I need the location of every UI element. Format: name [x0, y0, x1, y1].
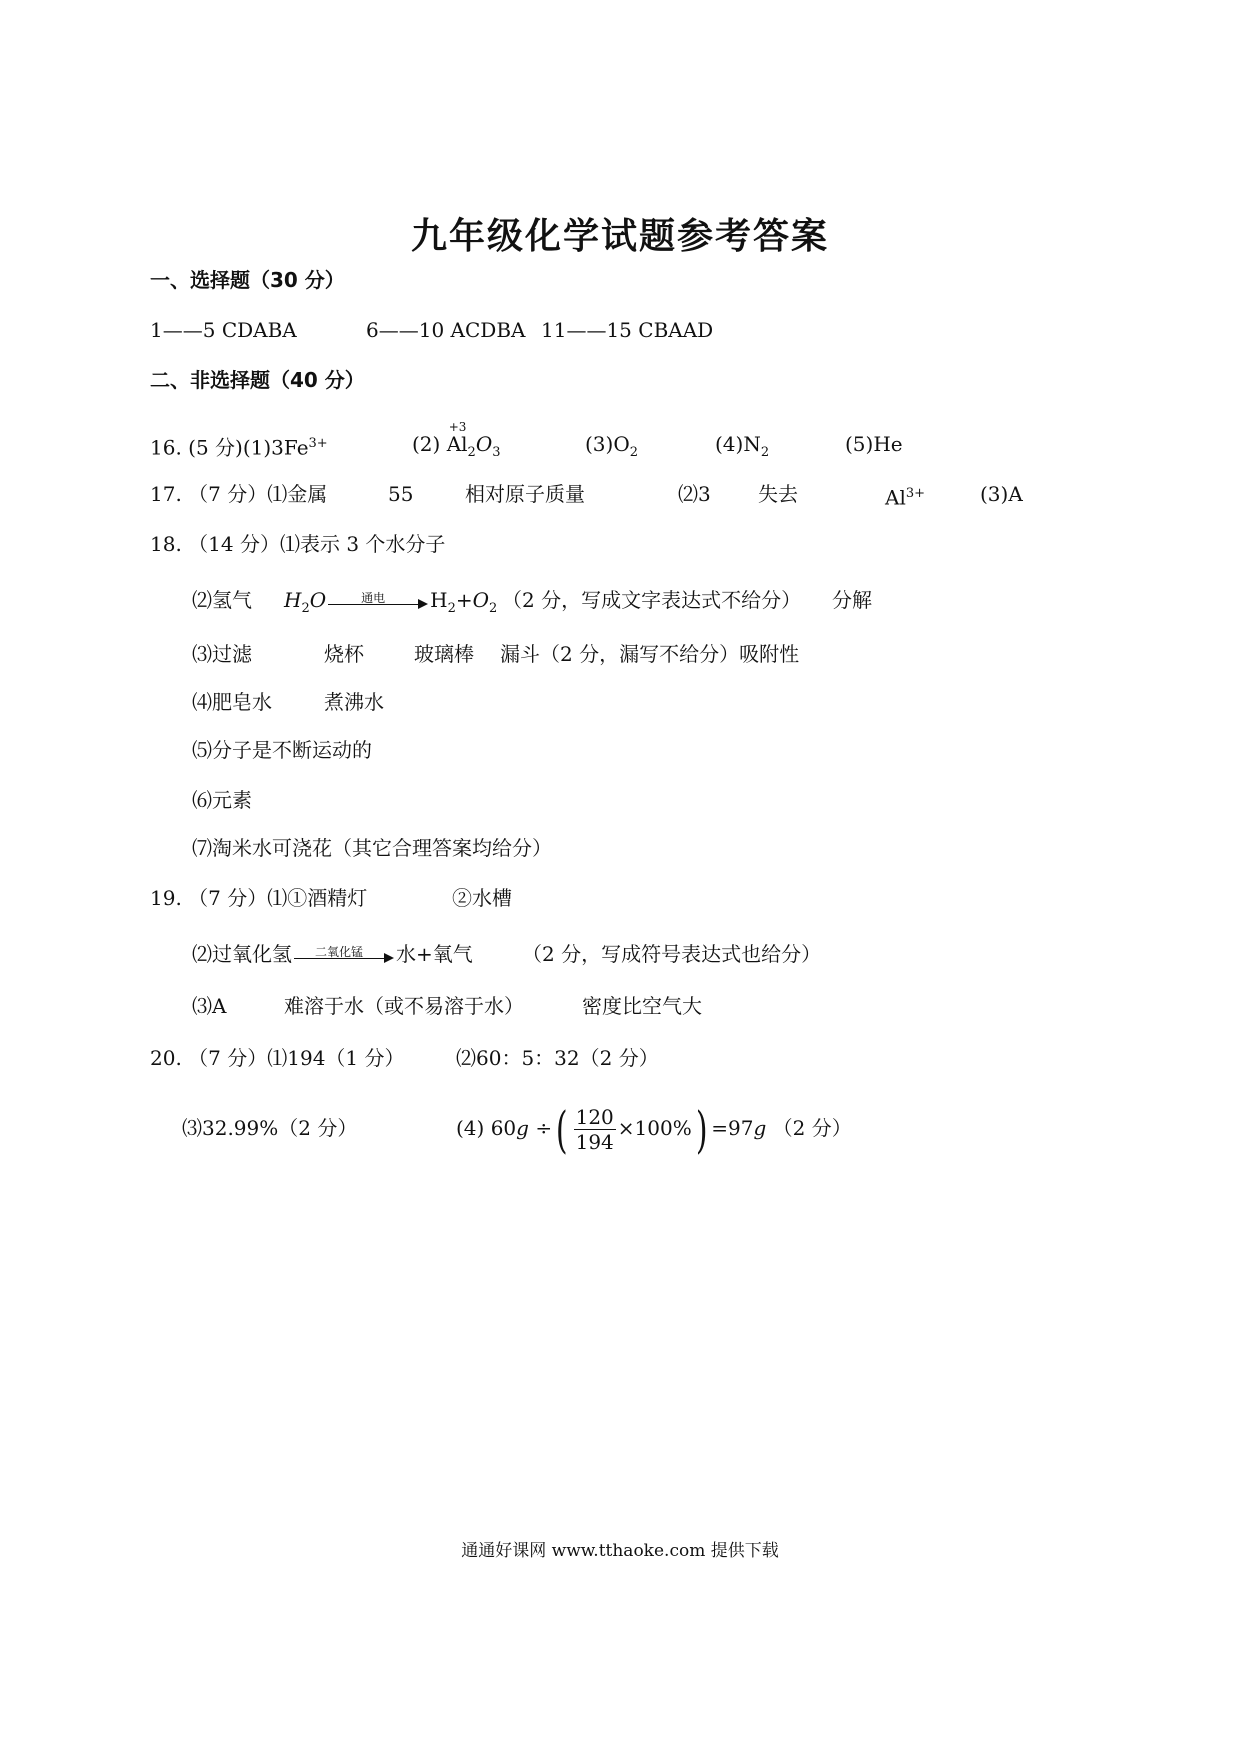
q20-part3: ⑶32.99%（2 分） — [182, 1116, 358, 1140]
q18-part4-boil: 煮沸水 — [324, 690, 384, 714]
q20-part1: 20. （7 分）⑴194（1 分） — [150, 1046, 405, 1070]
q16-part3: $(3)O_2$ — [585, 432, 639, 460]
q16-part2-al2o3: (2) +3 $Al_2O_3$ — [412, 420, 501, 460]
q20-part3-row — [182, 1100, 1062, 1160]
q19-part1: 19. （7 分）⑴①酒精灯 — [150, 886, 368, 910]
peroxide-equation: ⑵过氧化氢 二氧化锰 水+氧气 — [192, 942, 473, 966]
q20-part2: ⑵60：5：32（2 分） — [456, 1046, 659, 1070]
q17-part1: 17. （7 分）⑴金属 — [150, 482, 328, 506]
q16-part4: $(4)N_2$ — [715, 432, 770, 460]
q19-part3-c: 密度比空气大 — [582, 994, 702, 1018]
q19-part1-b: ②水槽 — [452, 886, 512, 910]
q18-part1: 18. （14 分）⑴表示 3 个水分子 — [150, 532, 446, 556]
electrolysis-equation: $H_2O$ 通电 $H_2+O_2$ — [284, 588, 498, 616]
q18-part4-soap: ⑷肥皂水 — [192, 690, 272, 714]
q19-part3-row — [192, 992, 1072, 1020]
q18-part4-row — [192, 688, 1072, 716]
q19-part3-a: ⑶A — [192, 994, 227, 1018]
q16-row — [150, 420, 1050, 460]
q18-part7: ⑺淘米水可浇花（其它合理答案均给分） — [192, 836, 552, 860]
footer-source: 通通好课网 www.tthaoke.com 提供下载 — [461, 1541, 779, 1561]
reaction-arrow: 通电 — [328, 592, 428, 612]
q19-part3-b: 难溶于水（或不易溶于水） — [284, 994, 524, 1018]
choice-answers-row — [150, 316, 1050, 344]
q18-part2-row — [192, 586, 1072, 614]
fraction: $\frac{120}{194}$ — [575, 1105, 614, 1154]
q19-part2-row — [192, 940, 1072, 968]
q19-part2-note: （2 分，写成符号表达式也给分） — [522, 942, 822, 966]
q17-answer-lose: 失去 — [758, 482, 798, 506]
q17-answer-mass: 相对原子质量 — [465, 482, 585, 506]
q18-part2-label: ⑵氢气 — [192, 588, 252, 612]
q17-ion: $Al^{3+}$ — [885, 485, 926, 510]
section-choice-heading: 一、选择题（30 分） — [150, 268, 345, 292]
section-nonchoice-heading: 二、非选择题（40 分） — [150, 368, 365, 392]
q18-part2-note: （2 分，写成文字表达式不给分） — [502, 588, 802, 612]
q18-part6: ⑹元素 — [192, 788, 252, 812]
q18-part3-row — [192, 640, 1072, 668]
q17-answer-55: 55 — [388, 482, 414, 506]
choice-answers-group-3: 11——15 CBAAD — [541, 318, 714, 342]
choice-answers-group-1: 1——5 CDABA — [150, 318, 297, 342]
reaction-arrow: 二氧化锰 — [294, 946, 394, 966]
q18-part5: ⑸分子是不断运动的 — [192, 738, 372, 762]
q18-part3-funnel: 漏斗（2 分，漏写不给分）吸附性 — [500, 642, 800, 666]
q17-row — [150, 480, 1050, 508]
q16-part5: (5)He — [845, 432, 903, 456]
page-title: 九年级化学试题参考答案 — [410, 216, 829, 257]
q19-part1-row — [150, 884, 1050, 912]
q20-part1-row — [150, 1044, 1050, 1072]
q17-part2: ⑵3 — [678, 482, 711, 506]
q18-part3-beaker: 烧杯 — [324, 642, 364, 666]
q18-part3-rod: 玻璃棒 — [414, 642, 474, 666]
q18-part2-tail: 分解 — [832, 588, 872, 612]
q18-part3-filter: ⑶过滤 — [192, 642, 252, 666]
q16-part1: 16. (5 分)$(1)3Fe^{3+}$ — [150, 435, 328, 460]
q20-part4-formula: (4) 60g ÷( $\frac{120}{194}$ ×100%) =97g （2 分） — [456, 1100, 852, 1159]
q17-part3: (3)A — [980, 482, 1023, 506]
choice-answers-group-2: 6——10 ACDBA — [366, 318, 526, 342]
